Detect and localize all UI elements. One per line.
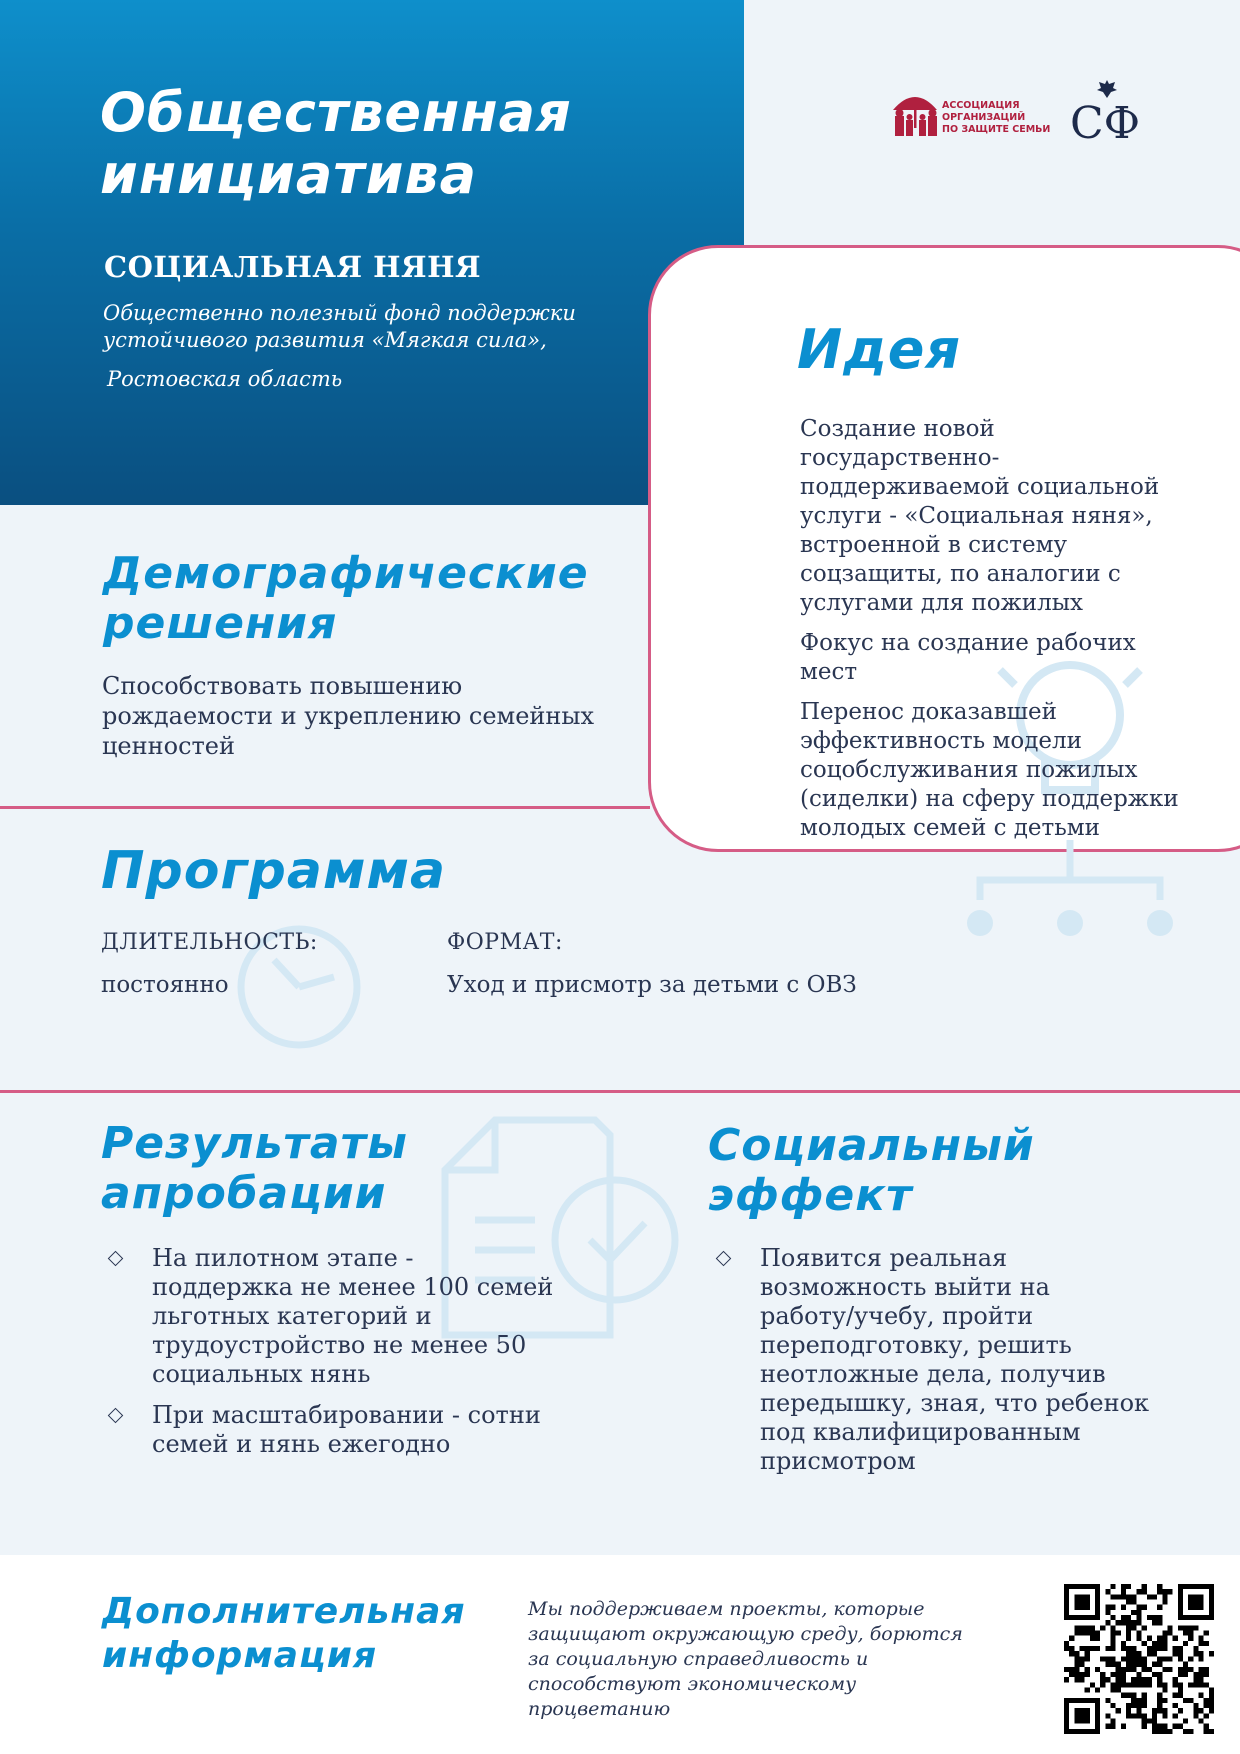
- idea-paragraph: Фокус на создание рабочих мест: [800, 630, 1136, 685]
- format-label: ФОРМАТ:: [447, 930, 563, 955]
- program-title: Программа: [101, 841, 447, 901]
- effect-list: [710, 1244, 1150, 1488]
- organization-name: Общественно полезный фонд поддержки устойчивого развития «Мягкая сила»,: [103, 301, 576, 352]
- results-title-line1: Результаты: [101, 1118, 408, 1169]
- motto-text: Мы поддерживаем проекты, которые защищают окружающую среду, борются за социальную справедливость и способствуют экономическому процветанию: [528, 1598, 963, 1720]
- sf-text: СФ: [1070, 98, 1141, 149]
- qr-code-icon[interactable]: [1064, 1584, 1214, 1734]
- initiative-title-line1: Общественная: [100, 81, 572, 144]
- demographic-text: Способствовать повышению рождаемости и укреплению семейных ценностей: [102, 672, 595, 760]
- sf-logo: [1070, 78, 1150, 148]
- effect-title: [708, 1121, 1168, 1221]
- more-info-title: [102, 1590, 502, 1678]
- results-title: [101, 1119, 561, 1219]
- diamond-bullet-icon: [716, 1251, 732, 1267]
- association-line: ПО ЗАЩИТЕ СЕМЬИ: [942, 124, 1051, 135]
- project-name: СОЦИАЛЬНАЯ НЯНЯ: [104, 250, 482, 284]
- demographic-title-line2: решения: [103, 598, 338, 649]
- divider: [0, 1090, 1240, 1093]
- association-line: АССОЦИАЦИЯ: [942, 100, 1020, 111]
- list-item-text: Появится реальная возможность выйти на работу/учебу, пройти переподготовку, решить неотложные дела, получив передышку, зная, что ребенок под квалифицированным присмотром: [760, 1244, 1150, 1475]
- list-item-text: При масштабировании - сотни семей и нянь ежегодно: [152, 1401, 541, 1458]
- more-info-title-line2: информация: [102, 1635, 378, 1676]
- association-name: [942, 100, 1050, 136]
- effect-title-line2: эффект: [708, 1170, 913, 1221]
- results-list: [102, 1244, 562, 1471]
- duration-label: ДЛИТЕЛЬНОСТЬ:: [101, 930, 318, 955]
- diamond-bullet-icon: [108, 1408, 124, 1424]
- idea-paragraph: Перенос доказавшей эффективность модели соцобслуживания пожилых (сиделки) на сферу поддержки молодых семей с детьми: [800, 699, 1179, 841]
- list-item: [710, 1244, 1150, 1476]
- association-line: ОРГАНИЗАЦИЙ: [942, 112, 1026, 123]
- effect-title-line1: Социальный: [708, 1120, 1035, 1171]
- diamond-bullet-icon: [108, 1251, 124, 1267]
- demographic-title-line1: Демографические: [103, 548, 589, 599]
- idea-title: Идея: [797, 318, 962, 381]
- list-item: [102, 1401, 562, 1459]
- results-title-line2: апробации: [101, 1168, 387, 1219]
- format-value: Уход и присмотр за детьми с ОВЗ: [447, 972, 857, 998]
- initiative-title-line2: инициатива: [100, 143, 478, 206]
- list-item: [102, 1244, 562, 1389]
- divider: [0, 806, 650, 809]
- more-info-title-line1: Дополнительная: [102, 1591, 466, 1632]
- list-item-text: На пилотном этапе - поддержка не менее 100 семей льготных категорий и трудоустройство не менее 50 социальных нянь: [152, 1244, 554, 1388]
- umbrella-family-icon: [890, 86, 940, 144]
- initiative-title: [100, 82, 700, 206]
- structure-icon: [955, 840, 1185, 950]
- demographic-title: [103, 549, 623, 649]
- region: Ростовская область: [107, 367, 343, 391]
- idea-list: [800, 415, 1200, 854]
- association-logo: [890, 86, 1051, 144]
- duration-value: постоянно: [101, 972, 229, 998]
- idea-paragraph: Создание новой государственно-поддерживаемой социальной услуги - «Социальная няня», встроенной в систему соцзащиты, по аналогии с услугами для пожилых: [800, 416, 1160, 616]
- double-headed-eagle-icon: [1095, 78, 1119, 100]
